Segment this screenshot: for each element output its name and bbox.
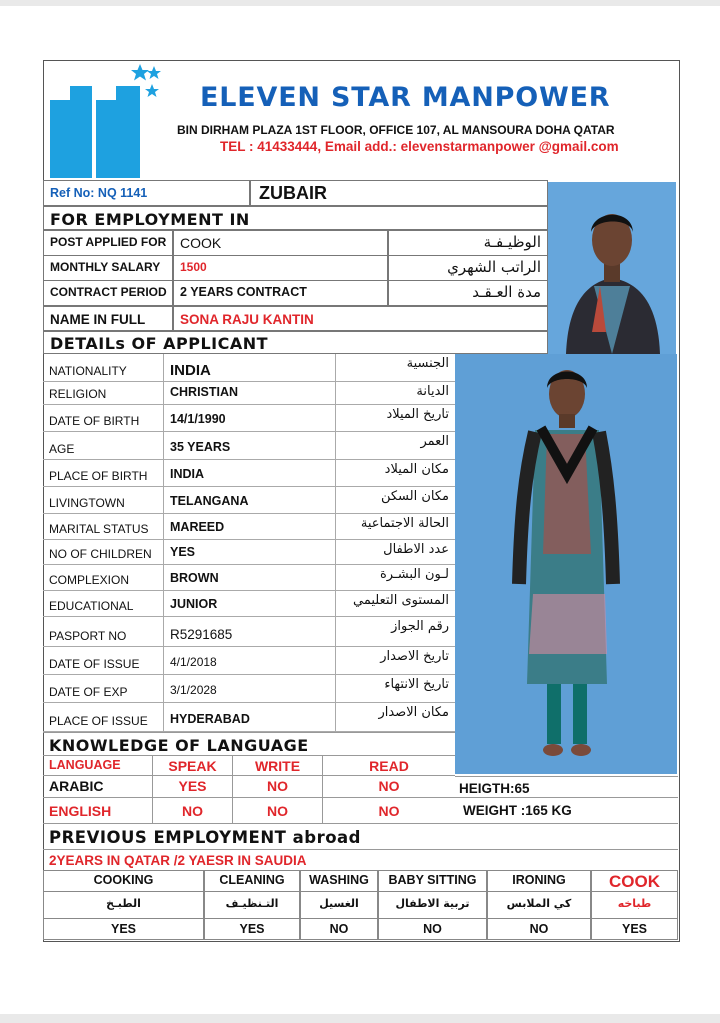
details-value: INDIA — [163, 460, 335, 487]
skill-value: NO — [487, 919, 591, 940]
company-name: ELEVEN STAR MANPOWER — [200, 82, 611, 113]
employment-arabic: مدة العـقـد — [388, 280, 548, 306]
agent-cell — [250, 180, 548, 206]
portrait-person-icon — [548, 182, 676, 354]
height-cell — [455, 776, 678, 798]
employment-value: 1500 — [173, 255, 388, 281]
skill-value: NO — [378, 919, 487, 940]
skill-arabic: كي الملابس — [487, 892, 591, 919]
details-value: 14/1/1990 — [163, 405, 335, 432]
skill-arabic: الغسيل — [300, 892, 378, 919]
employment-arabic: الوظيـفـة — [388, 230, 548, 256]
details-label: MARITAL STATUS — [43, 514, 163, 540]
details-value: HYDERABAD — [163, 703, 335, 732]
details-label: DATE OF EXP — [43, 675, 163, 703]
skill-name: COOKING — [43, 870, 204, 892]
skill-name: WASHING — [300, 870, 378, 892]
details-arabic: مكان السكن — [335, 487, 455, 514]
previous-heading: PREVIOUS EMPLOYMENT abroad — [49, 828, 361, 847]
weight-value: WEIGHT :165 KG — [463, 803, 572, 818]
full-name-label-cell — [43, 306, 173, 331]
details-value: TELANGANA — [163, 487, 335, 514]
details-value: JUNIOR — [163, 591, 335, 617]
employment-arabic: الراتب الشهري — [388, 255, 548, 281]
previous-summary-cell — [43, 850, 678, 870]
language-heading-cell — [43, 732, 455, 756]
ref-number-cell — [43, 180, 250, 206]
details-arabic: مكان الاصدار — [335, 703, 455, 732]
language-heading: KNOWLEDGE OF LANGUAGE — [49, 736, 309, 755]
language-column-header: SPEAK — [152, 756, 232, 776]
skill-arabic: التـنظيـف — [204, 892, 300, 919]
language-column-header: READ — [322, 756, 455, 776]
language-cell: ARABIC — [43, 776, 152, 798]
company-contact: TEL : 41433444, Email add.: elevenstarmanpower @gmail.com — [220, 139, 619, 154]
portrait-photo — [548, 182, 676, 354]
skill-value: NO — [300, 919, 378, 940]
details-arabic: الديانة — [335, 382, 455, 405]
details-value: 4/1/2018 — [163, 647, 335, 675]
details-value: 3/1/2028 — [163, 675, 335, 703]
skill-value: YES — [43, 919, 204, 940]
details-value: MAREED — [163, 514, 335, 540]
language-cell: NO — [322, 776, 455, 798]
details-label: NO OF CHILDREN — [43, 540, 163, 565]
details-label: EDUCATIONAL — [43, 591, 163, 617]
details-label: DATE OF BIRTH — [43, 405, 163, 432]
language-cell: ENGLISH — [43, 798, 152, 824]
employment-value: 2 YEARS CONTRACT — [173, 280, 388, 306]
details-arabic: رقم الجواز — [335, 617, 455, 647]
employment-label: MONTHLY SALARY — [43, 255, 173, 281]
skill-value: YES — [204, 919, 300, 940]
details-arabic: مكان الميلاد — [335, 460, 455, 487]
skill-name: IRONING — [487, 870, 591, 892]
skill-arabic: طباخه — [591, 892, 678, 919]
details-arabic: لـون البشـرة — [335, 565, 455, 591]
full-body-photo — [455, 354, 677, 774]
details-arabic: تاريخ الاصدار — [335, 647, 455, 675]
details-label: NATIONALITY — [43, 354, 163, 382]
details-value: R5291685 — [163, 617, 335, 647]
details-arabic: المستوى التعليمي — [335, 591, 455, 617]
details-label: PLACE OF BIRTH — [43, 460, 163, 487]
employment-heading-cell — [43, 206, 548, 230]
agent-name: ZUBAIR — [259, 183, 327, 203]
skill-name: BABY SITTING — [378, 870, 487, 892]
details-label: PASPORT NO — [43, 617, 163, 647]
details-label: PLACE OF ISSUE — [43, 703, 163, 732]
ref-number: Ref No: NQ 1141 — [50, 186, 148, 200]
details-arabic: الحالة الاجتماعية — [335, 514, 455, 540]
employment-label: CONTRACT PERIOD — [43, 280, 173, 306]
language-cell: NO — [232, 798, 322, 824]
full-name-value: SONA RAJU KANTIN — [180, 312, 314, 327]
details-arabic: الجنسية — [335, 354, 455, 382]
skill-name: COOK — [591, 870, 678, 892]
skill-name: CLEANING — [204, 870, 300, 892]
eleven-star-logo-icon — [48, 62, 163, 178]
language-column-header: LANGUAGE — [43, 756, 152, 776]
details-heading-cell — [43, 331, 548, 354]
language-cell: NO — [322, 798, 455, 824]
details-value: BROWN — [163, 565, 335, 591]
previous-heading-cell — [43, 824, 678, 850]
details-value: INDIA — [163, 354, 335, 382]
details-label: DATE OF ISSUE — [43, 647, 163, 675]
skill-value: YES — [591, 919, 678, 940]
company-logo — [48, 62, 163, 178]
language-cell: YES — [152, 776, 232, 798]
details-label: RELIGION — [43, 382, 163, 405]
full-name-label: NAME IN FULL — [50, 312, 146, 327]
details-arabic: تاريخ الانتهاء — [335, 675, 455, 703]
height-value: HEIGTH:65 — [459, 781, 530, 796]
details-arabic: عدد الاطفال — [335, 540, 455, 565]
employment-value: COOK — [173, 230, 388, 256]
details-value: CHRISTIAN — [163, 382, 335, 405]
language-column-header: WRITE — [232, 756, 322, 776]
employment-heading: FOR EMPLOYMENT IN — [50, 210, 250, 229]
previous-summary: 2YEARS IN QATAR /2 YAESR IN SAUDIA — [49, 853, 307, 868]
language-cell: NO — [232, 776, 322, 798]
details-value: 35 YEARS — [163, 432, 335, 460]
skill-arabic: تربية الاطفال — [378, 892, 487, 919]
full-body-person-icon — [455, 354, 677, 774]
weight-cell — [455, 798, 678, 824]
details-value: YES — [163, 540, 335, 565]
language-cell: NO — [152, 798, 232, 824]
full-name-value-cell — [173, 306, 548, 331]
details-heading: DETAILs OF APPLICANT — [50, 334, 269, 353]
skill-arabic: الطبـخ — [43, 892, 204, 919]
company-address: BIN DIRHAM PLAZA 1ST FLOOR, OFFICE 107, AL MANSOURA DOHA QATAR — [177, 123, 615, 137]
details-label: LIVINGTOWN — [43, 487, 163, 514]
details-label: COMPLEXION — [43, 565, 163, 591]
details-arabic: تاريخ الميلاد — [335, 405, 455, 432]
details-label: AGE — [43, 432, 163, 460]
employment-label: POST APPLIED FOR — [43, 230, 173, 256]
details-arabic: العمر — [335, 432, 455, 460]
